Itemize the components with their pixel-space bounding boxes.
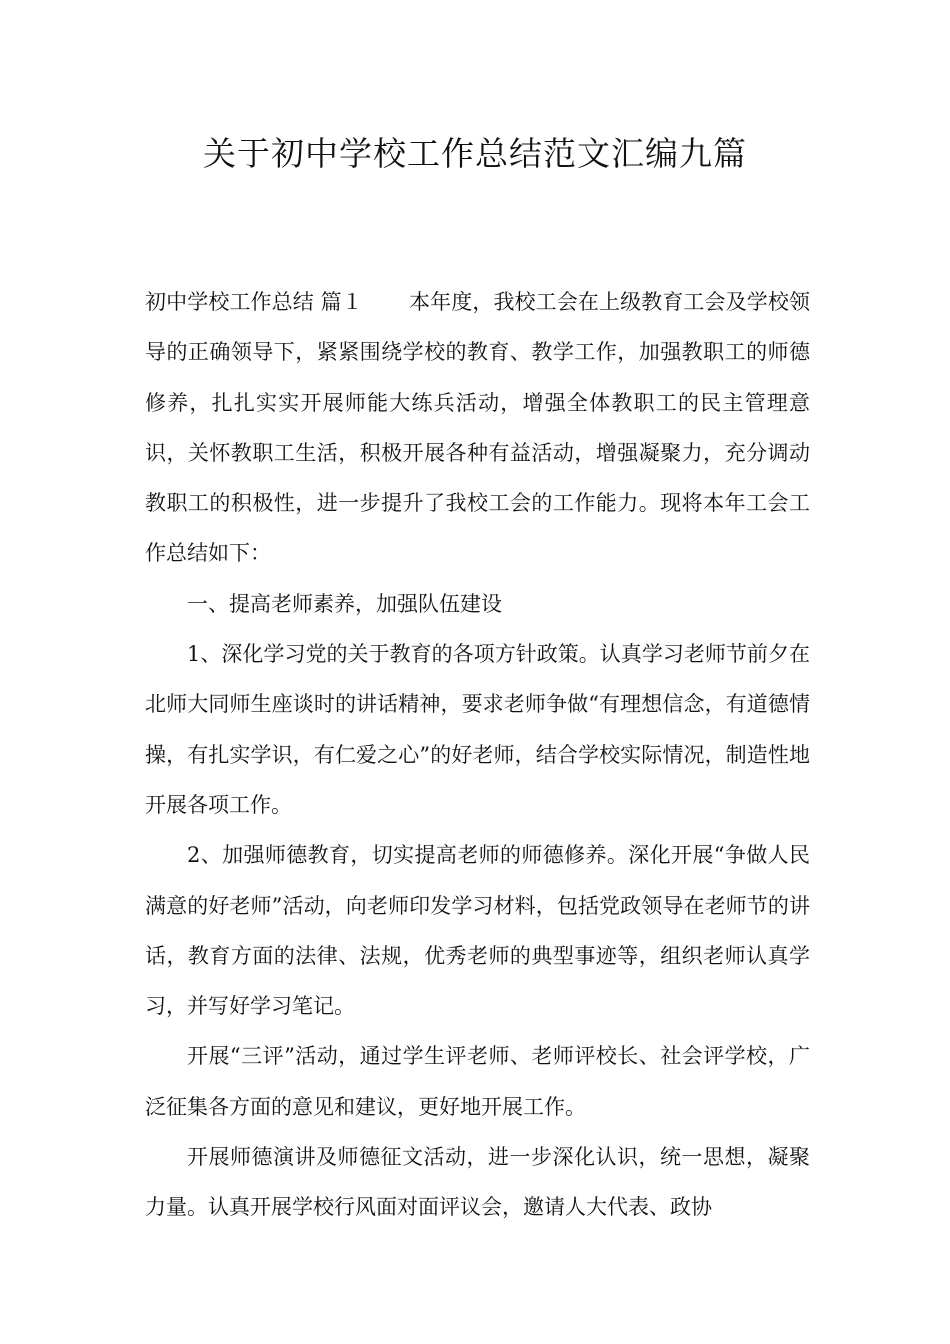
intro-paragraph bbox=[145, 277, 810, 579]
document-body bbox=[145, 277, 810, 1233]
paragraph-speech-essay: 开展师德演讲及师德征文活动，进一步深化认识，统一思想，凝聚力量。认真开展学校行风面对面评议会，邀请人大代表、政协 bbox=[145, 1145, 810, 1220]
paragraph-item-1: 1、深化学习党的关于教育的各项方针政策。认真学习老师节前夕在北师大同师生座谈时的讲话精神，要求老师争做“有理想信念，有道德情操，有扎实学识，有仁爱之心”的好老师，结合学校实际情况，制造性地开展各项工作。 bbox=[145, 642, 810, 817]
paragraph-item-2: 2、加强师德教育，切实提高老师的师德修养。深化开展“争做人民满意的好老师”活动，向老师印发学习材料，包括党政领导在老师节的讲话，教育方面的法律、法规，优秀老师的典型事迹等，组织老师认真学习，并写好学习笔记。 bbox=[145, 843, 810, 1019]
section-heading: 初中学校工作总结 篇１ bbox=[145, 290, 363, 314]
paragraph-three-reviews: 开展“三评”活动，通过学生评老师、老师评校长、社会评学校，广泛征集各方面的意见和建议，更好地开展工作。 bbox=[145, 1044, 810, 1119]
intro-text: 本年度，我校工会在上级教育工会及学校领导的正确领导下，紧紧围绕学校的教育、教学工作，加强教职工的师德修养，扎扎实实开展师能大练兵活动，增强全体教职工的民主管理意识，关怀教职工生活，积极开展各种有益活动，增强凝聚力，充分调动教职工的积极性，进一步提升了我校工会的工作能力。现将本年工会工作总结如下： bbox=[145, 290, 810, 566]
document-title: 关于初中学校工作总结范文汇编九篇 bbox=[203, 134, 747, 173]
paragraph-heading-1: 一、提高老师素养，加强队伍建设 bbox=[187, 591, 502, 616]
